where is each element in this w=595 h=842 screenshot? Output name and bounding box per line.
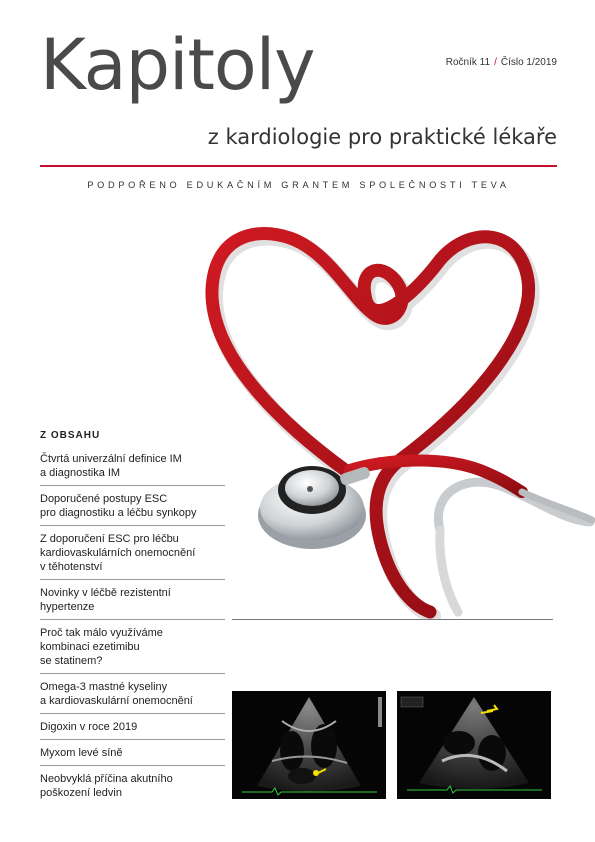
table-of-contents	[40, 430, 225, 805]
toc-item-text: Digoxin v roce 2019	[40, 721, 138, 733]
toc-item[interactable]	[40, 765, 225, 805]
toc-item[interactable]	[40, 525, 225, 579]
echocardiogram-image-right	[397, 691, 551, 799]
toc-item[interactable]	[40, 673, 225, 713]
toc-item[interactable]	[40, 485, 225, 525]
toc-item[interactable]	[40, 713, 225, 739]
toc-item-text: Z doporučení ESC pro léčbu kardiovaskulárních onemocnění v těhotenství	[40, 533, 196, 573]
toc-item[interactable]	[40, 579, 225, 619]
toc-item-text: Doporučené postupy ESC pro diagnostiku a léčbu synkopy	[40, 493, 197, 519]
image-divider	[232, 619, 553, 620]
toc-heading: Z OBSAHU	[40, 430, 101, 441]
toc-list	[40, 445, 225, 805]
toc-item-text: Omega-3 mastné kyseliny a kardiovaskulární onemocnění	[40, 681, 193, 707]
toc-item[interactable]	[40, 739, 225, 765]
magazine-subtitle: z kardiologie pro praktické lékaře	[207, 125, 557, 149]
issue-separator: /	[494, 57, 497, 68]
stethoscope-heart-image	[190, 210, 595, 620]
toc-item[interactable]	[40, 619, 225, 673]
volume-label: Ročník 11	[445, 57, 491, 68]
magazine-title: Kapitoly	[40, 24, 315, 106]
issue-label: Číslo 1/2019	[500, 57, 557, 68]
toc-item-text: Neobvyklá příčina akutního poškození ledvin	[40, 773, 173, 799]
toc-item-text: Čtvrtá univerzální definice IM a diagnostika IM	[40, 453, 182, 479]
toc-item[interactable]	[40, 445, 225, 485]
toc-item-text: Proč tak málo využíváme kombinaci ezetimibu se statinem?	[40, 627, 163, 667]
toc-item-text: Novinky v léčbě rezistentní hypertenze	[40, 587, 171, 613]
grant-line: PODPOŘENO EDUKAČNÍM GRANTEM SPOLEČNOSTI TEVA	[87, 180, 510, 190]
echocardiogram-image-left	[232, 691, 386, 799]
header-divider	[40, 165, 557, 167]
issue-info	[446, 57, 557, 68]
toc-item-text: Myxom levé síně	[40, 747, 123, 759]
